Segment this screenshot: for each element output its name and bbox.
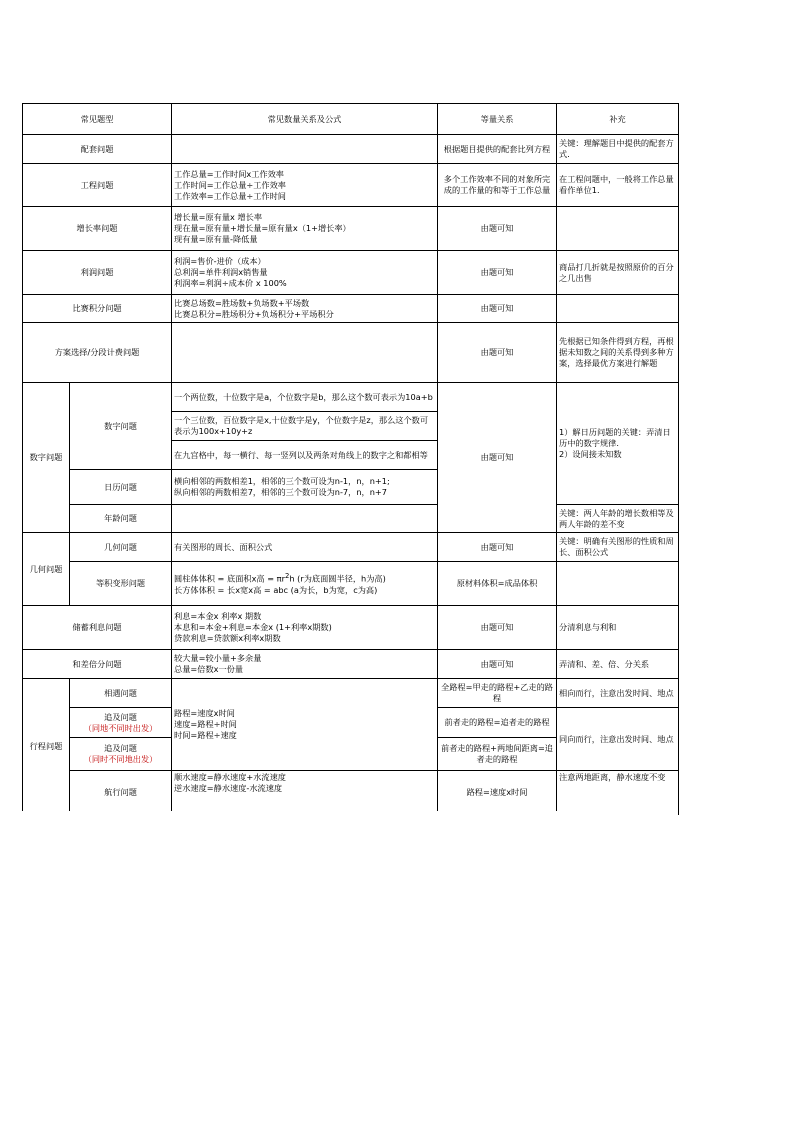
formula-line: 利润率=利润÷成本价 x 100%	[174, 278, 287, 288]
formula-line: 工作总量=工作时间x工作效率	[174, 168, 284, 179]
header-note: 补充	[557, 104, 679, 135]
formula-cell: 一个三位数，百位数字是x,十位数字是y，个位数字是z，那么这个数可表示为100x+10y+z	[172, 412, 438, 441]
table-row	[23, 164, 679, 207]
equal-cell: 多个工作效率不同的对象所完成的工作量的和等于工作总量	[438, 164, 557, 207]
subtype-cell: 年龄问题	[70, 505, 172, 533]
formula-cell	[172, 679, 438, 771]
formula-line: 现在量=原有量+增长量=原有量x（1+增长率）	[174, 223, 351, 233]
formula-line: 利息=本金x 利率x 期数	[174, 611, 262, 621]
equal-cell: 由题可知	[438, 323, 557, 383]
formula-line: 逆水速度=静水速度-水流速度	[174, 783, 283, 793]
note-cell: 关键：明确有关图形的性质和周长、面积公式	[557, 533, 679, 562]
note-cell: 注意两地距离，静水速度不变	[557, 771, 679, 815]
formula-line: 路程=速度x时间	[174, 708, 235, 718]
subtype-cell: 相遇问题	[70, 679, 172, 708]
table-row	[23, 771, 679, 815]
formula-cell	[172, 323, 438, 383]
note-cell: 商品打几折就是按照原价的百分之几出售	[557, 251, 679, 295]
equal-cell: 由题可知	[438, 606, 557, 650]
equal-cell: 由题可知	[438, 533, 557, 562]
type-cell: 增长率问题	[23, 207, 172, 251]
formula-text: h (r为底面圆半径，h为高)	[289, 573, 386, 584]
note-line: 1）解日历问题的关键：弄清日历中的数字规律.	[559, 427, 671, 448]
superscript: 2	[284, 572, 290, 581]
table-row	[23, 135, 679, 164]
group-cell: 几何问题	[23, 533, 70, 606]
subtype-condition: （同时不同地出发）	[83, 754, 158, 764]
formula-line: 纵向相邻的两数相差7，相邻的三个数可设为n-7，n，n+7	[174, 487, 387, 497]
subtype-cell: 数字问题	[70, 383, 172, 470]
equal-cell: 由题可知	[438, 650, 557, 679]
formula-cell	[172, 295, 438, 323]
table-row	[23, 383, 679, 412]
subtype-cell: 几何问题	[70, 533, 172, 562]
table-row	[23, 323, 679, 383]
note-cell: 在工程问题中，一般将工作总量看作单位1.	[557, 164, 679, 207]
header-type: 常见题型	[23, 104, 172, 135]
formula-line: 工作效率=工作总量÷工作时间	[174, 190, 286, 201]
header-formula: 常见数量关系及公式	[172, 104, 438, 135]
formula-line: 贷款利息=贷款额x利率x期数	[174, 633, 281, 643]
equal-cell: 根据题目提供的配套比列方程	[438, 135, 557, 164]
formula-cell	[172, 207, 438, 251]
formula-cell	[172, 164, 438, 207]
subtype-cell	[70, 738, 172, 771]
equal-cell: 前者走的路程+两地间距离=追者走的路程	[438, 738, 557, 771]
table-row	[23, 295, 679, 323]
equal-cell: 由题可知	[438, 295, 557, 323]
formula-line: 顺水速度=静水速度+水流速度	[174, 772, 286, 782]
formula-line: 比赛总场数=胜场数+负场数+平场数	[174, 297, 310, 308]
subtype-cell: 日历问题	[70, 470, 172, 505]
note-cell: 同向而行，注意出发时间、地点	[557, 708, 679, 771]
formula-table	[22, 103, 679, 815]
formula-cell	[172, 505, 438, 533]
note-cell	[557, 562, 679, 606]
subtype-label: 追及问题	[104, 711, 137, 722]
table-row	[23, 650, 679, 679]
note-cell: 关键：两人年龄的增长数相等及两人年龄的差不变	[557, 505, 679, 533]
header-equal: 等量关系	[438, 104, 557, 135]
note-cell: 先根据已知条件得到方程，再根据未知数之间的关系得到多种方案，选择最优方案进行解题	[557, 323, 679, 383]
subtype-cell: 航行问题	[70, 771, 172, 815]
note-line: 2）设间接未知数	[559, 449, 622, 459]
note-cell	[557, 207, 679, 251]
formula-cell	[172, 650, 438, 679]
type-cell: 和差倍分问题	[23, 650, 172, 679]
type-cell: 方案选择/分段计费问题	[23, 323, 172, 383]
formula-line: 增长量=原有量x 增长率	[174, 212, 263, 222]
note-cell	[557, 383, 679, 505]
type-cell: 比赛积分问题	[23, 295, 172, 323]
formula-cell: 在九宫格中，每一横行、每一竖列以及两条对角线上的数字之和都相等	[172, 441, 438, 470]
formula-line: 长方体体积 = 长x宽x高 = abc (a为长，b为宽，c为高)	[174, 584, 378, 595]
note-cell: 分清利息与利和	[557, 606, 679, 650]
note-cell	[557, 295, 679, 323]
formula-cell	[172, 251, 438, 295]
formula-text: 圆柱体体积 = 底面积x高 = πr	[174, 573, 285, 584]
table-row	[23, 562, 679, 606]
formula-cell	[172, 135, 438, 164]
group-cell: 行程问题	[23, 679, 70, 815]
type-cell: 工程问题	[23, 164, 172, 207]
group-cell: 数字问题	[23, 383, 70, 533]
table-row	[23, 533, 679, 562]
formula-line: 现有量=原有量-降低量	[174, 234, 258, 244]
table-row	[23, 505, 679, 533]
formula-cell: 有关图形的周长、面积公式	[172, 533, 438, 562]
header-row	[23, 104, 679, 135]
formula-line: 本息和=本金+利息=本金x (1+利率x期数)	[174, 622, 332, 632]
note-cell: 弄清和、差、倍、分关系	[557, 650, 679, 679]
equal-cell: 原材料体积=成品体积	[438, 562, 557, 606]
table-row	[23, 679, 679, 708]
formula-line: 工作时间=工作总量÷工作效率	[174, 179, 286, 190]
formula-cell	[172, 470, 438, 505]
formula-line: 横向相邻的两数相差1，相邻的三个数可设为n-1，n，n+1;	[174, 476, 390, 486]
equal-cell: 由题可知	[438, 251, 557, 295]
equal-cell: 由题可知	[438, 207, 557, 251]
formula-cell	[172, 562, 438, 606]
formula-line: 比赛总积分=胜场积分+负场积分+平场积分	[174, 308, 334, 319]
formula-line: 较大量=较小量+多余量	[174, 653, 262, 663]
note-cell: 相向而行，注意出发时间、地点	[557, 679, 679, 708]
subtype-label: 追及问题	[104, 743, 137, 753]
subtype-condition: （同地不同时出发）	[83, 722, 158, 733]
table-row	[23, 207, 679, 251]
type-cell: 利润问题	[23, 251, 172, 295]
subtype-cell	[70, 708, 172, 738]
formula-line: 时间=路程÷速度	[174, 730, 237, 740]
type-cell: 配套问题	[23, 135, 172, 164]
type-cell: 储蓄利息问题	[23, 606, 172, 650]
subtype-cell: 等积变形问题	[70, 562, 172, 606]
table-row	[23, 606, 679, 650]
equal-cell: 路程=速度x时间	[438, 771, 557, 815]
formula-cell	[172, 771, 438, 815]
formula-cell	[172, 606, 438, 650]
note-cell: 关键：理解题目中提供的配套方式.	[557, 135, 679, 164]
table-row	[23, 251, 679, 295]
page-cutoff-mask	[22, 811, 678, 1131]
formula-line	[174, 571, 435, 585]
equal-cell: 前者走的路程=追者走的路程	[438, 708, 557, 738]
formula-cell: 一个两位数，十位数字是a，个位数字是b，那么这个数可表示为10a+b	[172, 383, 438, 412]
formula-line: 利润=售价-进价（成本）	[174, 256, 266, 266]
formula-line: 总量=倍数x一份量	[174, 664, 244, 674]
equal-cell: 由题可知	[438, 383, 557, 533]
equal-cell: 全路程=甲走的路程+乙走的路程	[438, 679, 557, 708]
formula-line: 总利润=单件利润x销售量	[174, 267, 268, 277]
formula-line: 速度=路程÷时间	[174, 719, 237, 729]
